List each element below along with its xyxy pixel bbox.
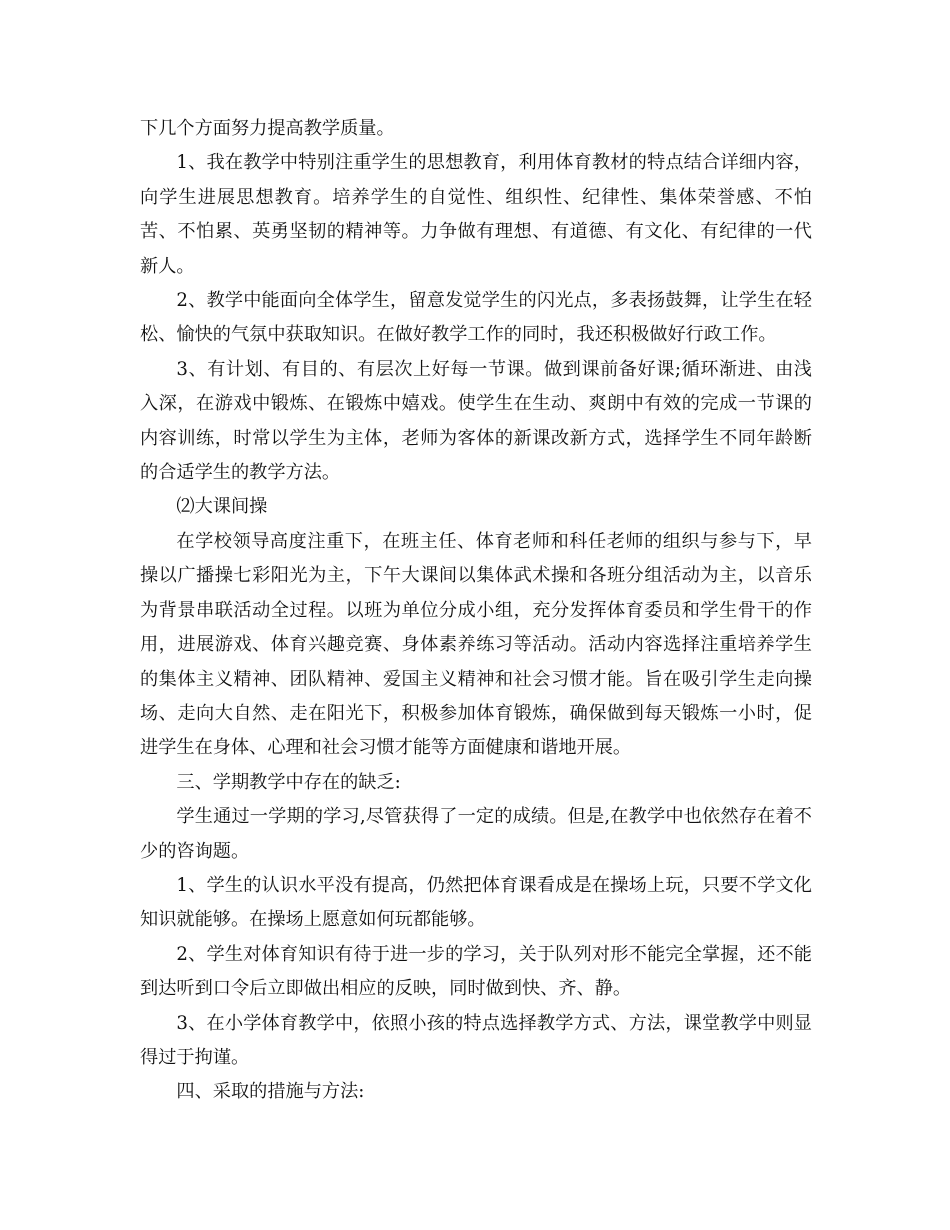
paragraph-item-1-ideology: 1、我在教学中特别注重学生的思想教育，利用体育教材的特点结合详细内容，向学生进展思想教育。培养学生的自觉性、组织性、纪律性、集体荣誉感、不怕苦、不怕累、英勇坚韧的精神等。力争做有理想、有道德、有文化、有纪律的一代新人。 [140, 152, 812, 277]
paragraph-continuation: 下几个方面努力提高教学质量。 [140, 118, 395, 139]
section-heading-break-exercise: ⑵大课间操 [176, 496, 268, 518]
section-heading-shortcomings: 三、学期教学中存在的缺乏: [176, 771, 401, 793]
document-body [140, 112, 812, 1110]
paragraph-shortcoming-1: 1、学生的认识水平没有提高，仍然把体育课看成是在操场上玩，只要不学文化知识就能够。在操场上愿意如何玩都能够。 [140, 874, 812, 931]
paragraph-item-2-all-students: 2、教学中能面向全体学生，留意发觉学生的闪光点，多表扬鼓舞，让学生在轻松、愉快的气氛中获取知识。在做好教学工作的同时，我还积极做好行政工作。 [140, 290, 812, 346]
paragraph-shortcoming-3: 3、在小学体育教学中，依照小孩的特点选择教学方式、方法，课堂教学中则显得过于拘谨。 [140, 1012, 812, 1068]
paragraph-shortcomings-intro: 学生通过一学期的学习,尽管获得了一定的成绩。但是,在教学中也依然存在着不少的咨询题。 [140, 806, 812, 862]
section-heading-measures: 四、采取的措施与方法: [176, 1081, 365, 1103]
paragraph-shortcoming-2: 2、学生对体育知识有待于进一步的学习，关于队列对形不能完全掌握，还不能到达听到口令后立即做出相应的反映，同时做到快、齐、静。 [140, 943, 812, 1000]
paragraph-item-3-lesson-plan: 3、有计划、有目的、有层次上好每一节课。做到课前备好课;循环渐进、由浅入深，在游戏中锻炼、在锻炼中嬉戏。使学生在生动、爽朗中有效的完成一节课的内容训练，时常以学生为主体，老师为客体的新课改新方式，选择学生不同年龄断的合适学生的教学方法。 [140, 358, 812, 484]
paragraph-break-exercise: 在学校领导高度注重下，在班主任、体育老师和科任老师的组织与参与下，早操以广播操七彩阳光为主，下午大课间以集体武术操和各班分组活动为主，以音乐为背景串联活动全过程。以班为单位分成小组，充分发挥体育委员和学生骨干的作用，进展游戏、体育兴趣竞赛、身体素养练习等活动。活动内容选择注重培养学生的集体主义精神、团队精神、爱国主义精神和社会习惯才能。旨在吸引学生走向操场、走向大自然、走在阳光下，积极参加体育锻炼，确保做到每天锻炼一小时，促进学生在身体、心理和社会习惯才能等方面健康和谐地开展。 [140, 530, 812, 759]
